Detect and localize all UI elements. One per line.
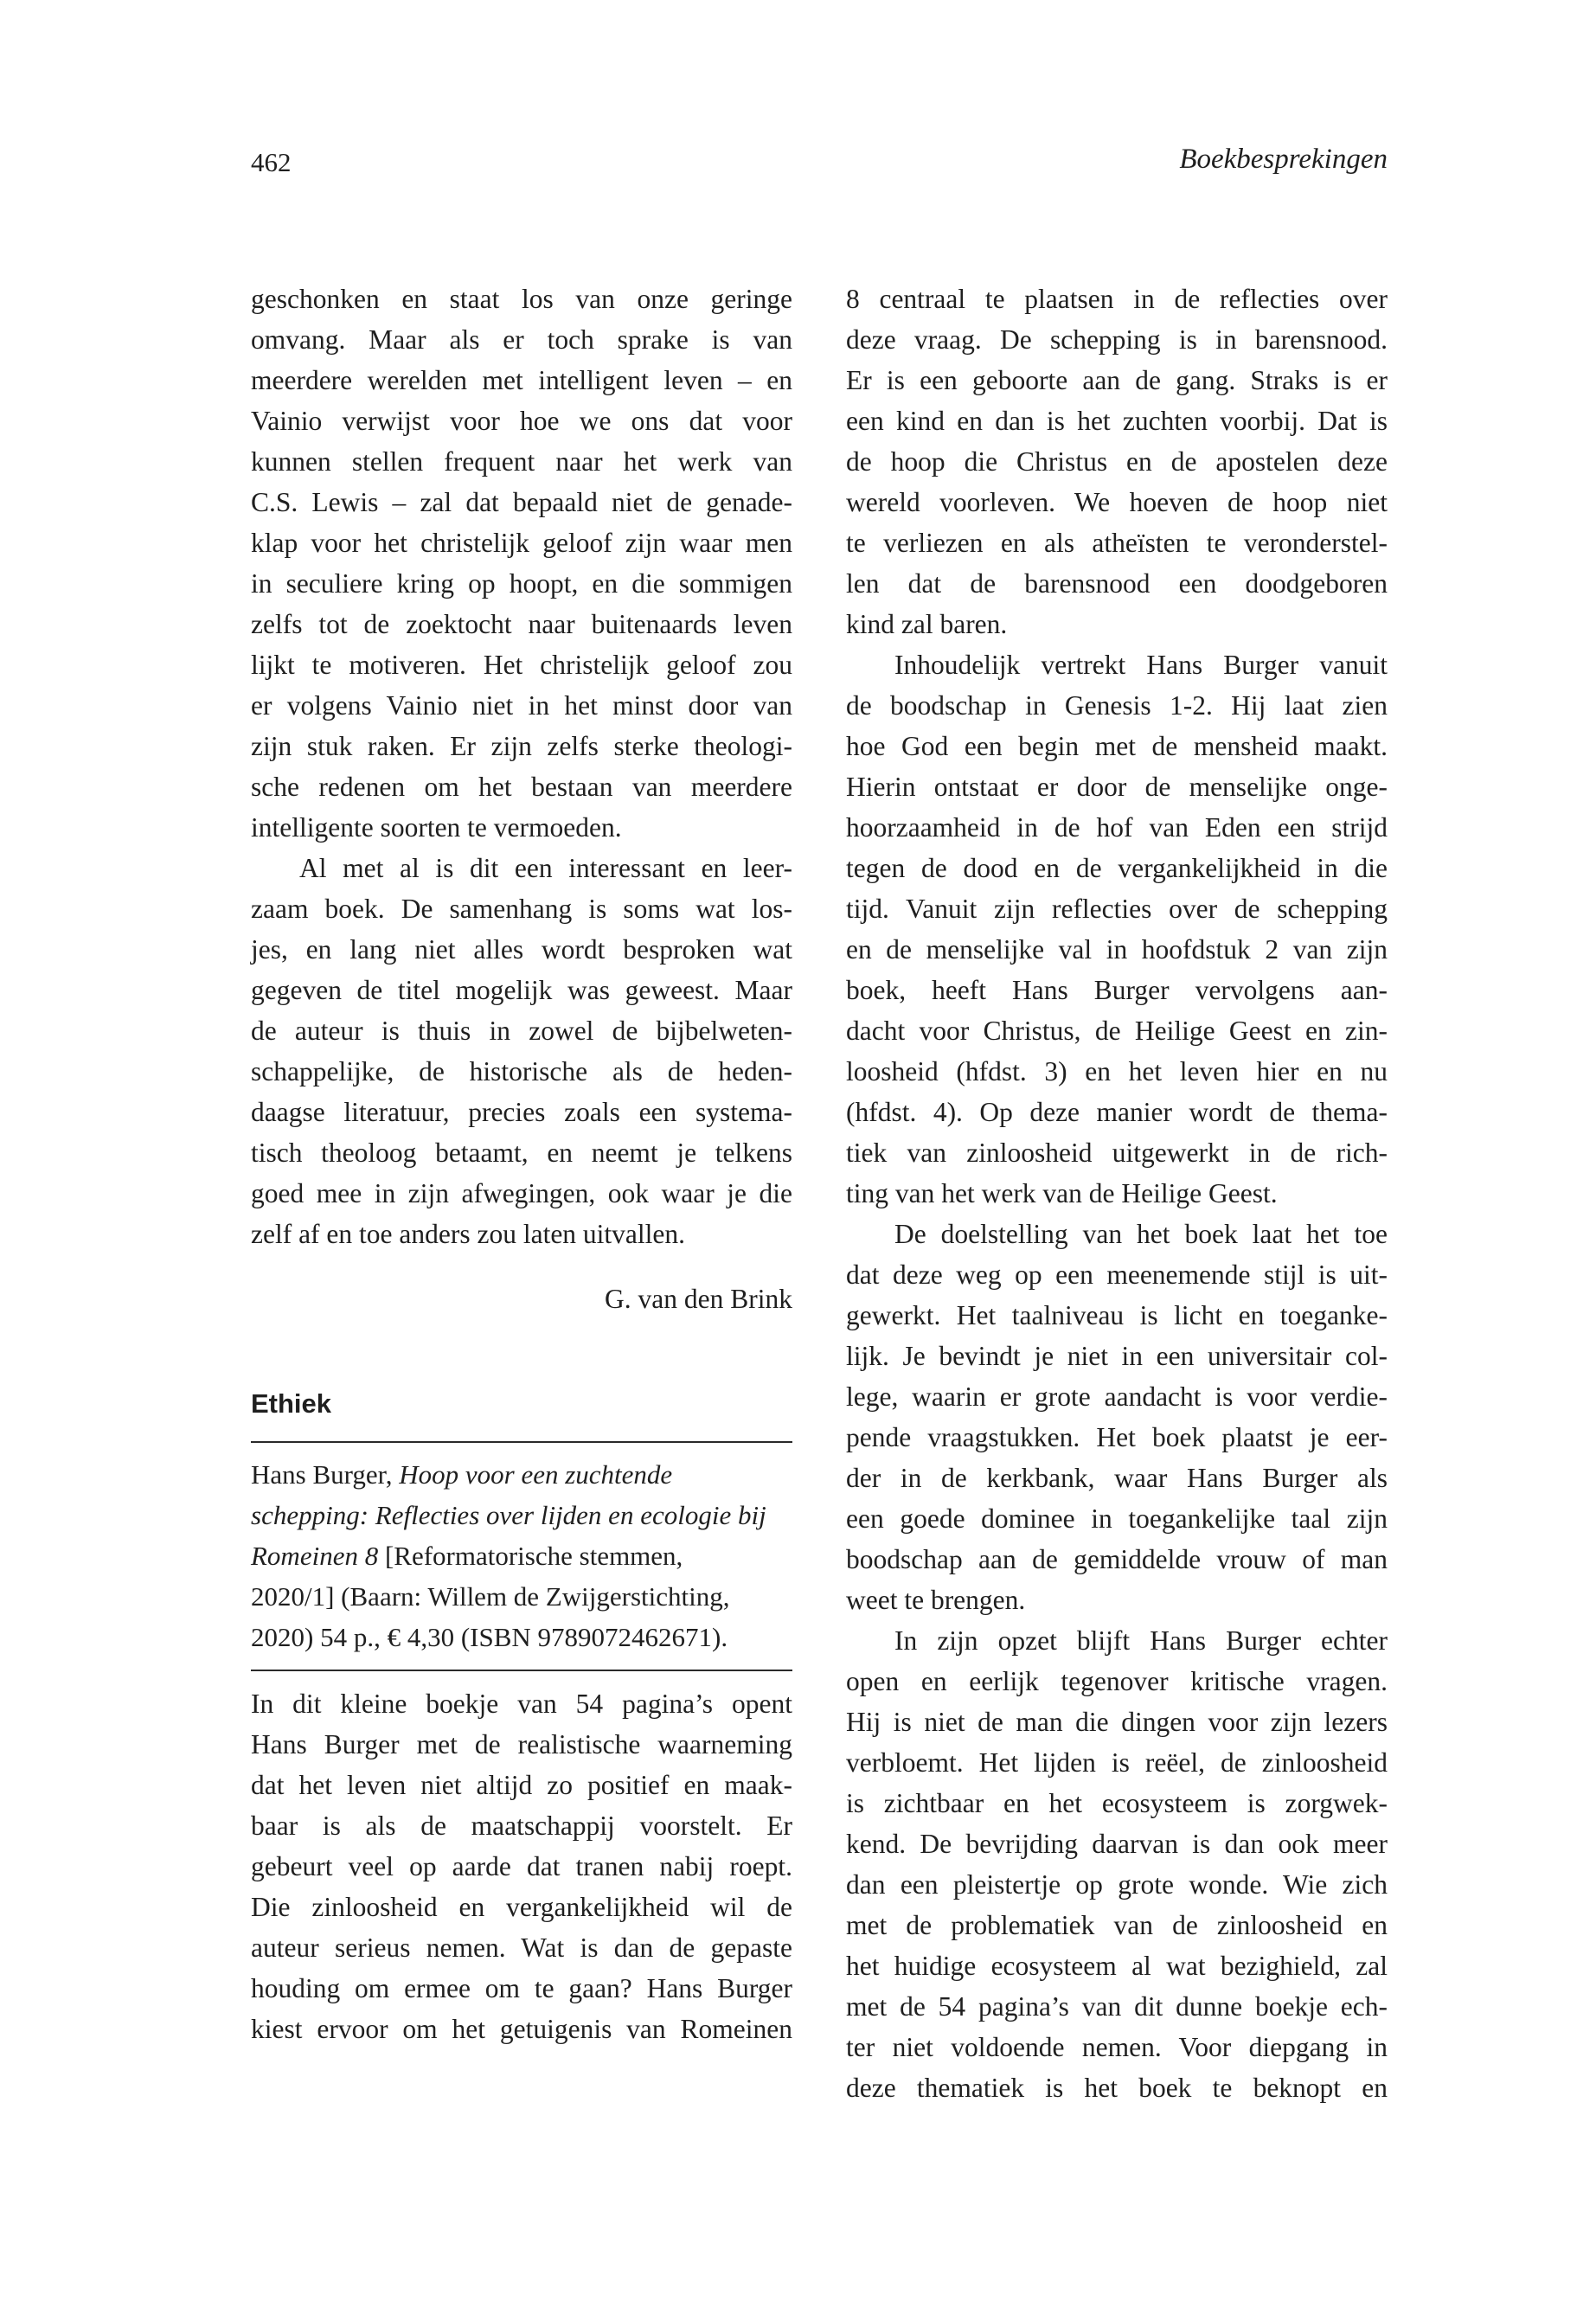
text-line: gebeurt veel op aarde dat tranen nabij roept. xyxy=(251,1851,792,1881)
bib-author: Hans Burger, xyxy=(251,1459,400,1490)
text-line: geschonken en staat los van onze geringe xyxy=(251,284,792,314)
text-line: houding om ermee om te gaan? Hans Burger xyxy=(251,1973,792,2003)
reviewer-signature: G. van den Brink xyxy=(605,1284,792,1314)
text-line: baar is als de maatschappij voorstelt. Er xyxy=(251,1811,792,1841)
text-line: jes, en lang niet alles wordt besproken wat xyxy=(251,934,792,965)
bibliographic-entry xyxy=(251,1454,792,1657)
text-line: In dit kleine boekje van 54 pagina’s opent xyxy=(251,1689,792,1719)
paragraph xyxy=(251,1683,792,2049)
text-line: pende vraagstukken. Het boek plaatst je eer- xyxy=(846,1422,1388,1452)
text-line: lijkt te motiveren. Het christelijk geloof zou xyxy=(251,650,792,680)
text-line: lege, waarin er grote aandacht is voor verdie- xyxy=(846,1381,1388,1412)
text-line: en de menselijke val in hoofdstuk 2 van zijn xyxy=(846,934,1388,965)
paragraph xyxy=(846,1620,1388,2108)
text-line: het huidige ecosysteem al wat bezighield, zal xyxy=(846,1951,1388,1981)
text-line: Er is een geboorte aan de gang. Straks is er xyxy=(846,365,1388,395)
text-line: te verliezen en als atheïsten te veronderstel- xyxy=(846,528,1388,558)
text-line: zelfs tot de zoektocht naar buitenaards leven xyxy=(251,609,792,639)
paragraph xyxy=(251,848,792,1254)
text-line: tisch theoloog betaamt, en neemt je telkens xyxy=(251,1138,792,1168)
bib-line: 2020/1] (Baarn: Willem de Zwijgerstichting, xyxy=(251,1581,730,1612)
text-line: In zijn opzet blijft Hans Burger echter xyxy=(894,1625,1388,1656)
text-line: dat deze weg op een meenemende stijl is uit- xyxy=(846,1259,1388,1290)
text-line: Hans Burger met de realistische waarneming xyxy=(251,1729,792,1759)
text-line: hoe God een begin met de mensheid maakt. xyxy=(846,731,1388,761)
text-line: meerdere werelden met intelligent leven – en xyxy=(251,365,792,395)
text-line: een kind en dan is het zuchten voorbij. Dat is xyxy=(846,406,1388,436)
text-line: is zichtbaar en het ecosysteem is zorgwek- xyxy=(846,1788,1388,1818)
text-line: lijk. Je bevindt je niet in een universitair col- xyxy=(846,1341,1388,1371)
bib-title: Hoop voor een zuchtende xyxy=(399,1459,673,1490)
right-column xyxy=(846,279,1388,2108)
bib-line: 2020) 54 p., € 4,30 (ISBN 9789072462671). xyxy=(251,1622,728,1652)
text-line: zelf af en toe anders zou laten uitvallen. xyxy=(251,1219,686,1249)
text-line: ting van het werk van de Heilige Geest. xyxy=(846,1178,1278,1208)
text-line: wereld voorleven. We hoeven de hoop niet xyxy=(846,487,1388,517)
text-line: kiest ervoor om het getuigenis van Romeinen xyxy=(251,2014,792,2044)
bib-line xyxy=(251,1535,792,1576)
text-line: zijn stuk raken. Er zijn zelfs sterke theologi- xyxy=(251,731,792,761)
bib-title: Romeinen 8 xyxy=(251,1541,379,1571)
running-head: Boekbesprekingen xyxy=(1179,144,1388,175)
text-line: der in de kerkbank, waar Hans Burger als xyxy=(846,1463,1388,1493)
text-line: goed mee in zijn afwegingen, ook waar je die xyxy=(251,1178,792,1208)
text-line: boodschap aan de gemiddelde vrouw of man xyxy=(846,1544,1388,1574)
paragraph xyxy=(846,279,1388,644)
text-line: Die zinloosheid en vergankelijkheid wil de xyxy=(251,1892,792,1922)
paragraph xyxy=(251,279,792,848)
text-line: Al met al is dit een interessant en leer- xyxy=(299,853,792,883)
text-line: De doelstelling van het boek laat het toe xyxy=(894,1219,1388,1249)
text-line: een goede dominee in toegankelijke taal zijn xyxy=(846,1503,1388,1534)
bib-series: [Reformatorische stemmen, xyxy=(378,1541,683,1571)
text-line: dat het leven niet altijd zo positief en maak- xyxy=(251,1770,792,1800)
text-line: klap voor het christelijk geloof zijn waar men xyxy=(251,528,792,558)
text-line: met de 54 pagina’s van dit dunne boekje ech- xyxy=(846,1991,1388,2022)
text-line: sche redenen om het bestaan van meerdere xyxy=(251,772,792,802)
text-line: C.S. Lewis – zal dat bepaald niet de genade- xyxy=(251,487,792,517)
paragraph xyxy=(846,644,1388,1214)
left-column xyxy=(251,279,792,2049)
text-line: dacht voor Christus, de Heilige Geest en zin- xyxy=(846,1016,1388,1046)
bib-line xyxy=(251,1454,792,1495)
rule-divider xyxy=(251,1441,792,1443)
text-line: boek, heeft Hans Burger vervolgens aan- xyxy=(846,975,1388,1005)
text-line: dan een pleistertje op grote wonde. Wie zich xyxy=(846,1869,1388,1900)
text-line: Inhoudelijk vertrekt Hans Burger vanuit xyxy=(894,650,1388,680)
text-line: ter niet voldoende nemen. Voor diepgang in xyxy=(846,2032,1388,2062)
text-line: verbloemt. Het lijden is reëel, de zinloosheid xyxy=(846,1747,1388,1778)
text-line: met de problematiek van de zinloosheid en xyxy=(846,1910,1388,1940)
text-line: in seculiere kring op hoopt, en die sommigen xyxy=(251,568,792,599)
text-line: schappelijke, de historische als de heden- xyxy=(251,1056,792,1086)
text-line: Vainio verwijst voor hoe we ons dat voor xyxy=(251,406,792,436)
text-line: 8 centraal te plaatsen in de reflecties over xyxy=(846,284,1388,314)
text-line: open en eerlijk tegenover kritische vragen. xyxy=(846,1666,1388,1696)
text-line: gegeven de titel mogelijk was geweest. Maar xyxy=(251,975,792,1005)
text-line: gewerkt. Het taalniveau is licht en toeganke- xyxy=(846,1300,1388,1330)
text-line: kunnen stellen frequent naar het werk van xyxy=(251,446,792,477)
text-line: zaam boek. De samenhang is soms wat los- xyxy=(251,894,792,924)
page-number: 462 xyxy=(251,147,292,177)
rule-divider xyxy=(251,1670,792,1671)
text-line: intelligente soorten te vermoeden. xyxy=(251,812,622,843)
text-line: omvang. Maar als er toch sprake is van xyxy=(251,324,792,355)
text-line: tegen de dood en de vergankelijkheid in die xyxy=(846,853,1388,883)
text-line: tijd. Vanuit zijn reflecties over de schepping xyxy=(846,894,1388,924)
text-line: kend. De bevrijding daarvan is dan ook meer xyxy=(846,1829,1388,1859)
text-line: daagse literatuur, precies zoals een systema- xyxy=(251,1097,792,1127)
text-line: loosheid (hfdst. 3) en het leven hier en nu xyxy=(846,1056,1388,1086)
text-line: hoorzaamheid in de hof van Eden een strijd xyxy=(846,812,1388,843)
text-line: Hij is niet de man die dingen voor zijn lezers xyxy=(846,1707,1388,1737)
text-line: (hfdst. 4). Op deze manier wordt de thema- xyxy=(846,1097,1388,1127)
section-heading: Ethiek xyxy=(251,1388,332,1419)
text-line: weet te brengen. xyxy=(846,1585,1026,1615)
paragraph xyxy=(846,1214,1388,1620)
text-line: de boodschap in Genesis 1-2. Hij laat zien xyxy=(846,690,1388,721)
text-line: auteur serieus nemen. Wat is dan de gepaste xyxy=(251,1932,792,1963)
text-line: de auteur is thuis in zowel de bijbelweten- xyxy=(251,1016,792,1046)
text-line: kind zal baren. xyxy=(846,609,1008,639)
text-line: Hierin ontstaat er door de menselijke onge- xyxy=(846,772,1388,802)
text-line: er volgens Vainio niet in het minst door van xyxy=(251,690,792,721)
text-line: len dat de barensnood een doodgeboren xyxy=(846,568,1388,599)
text-line: tiek van zinloosheid uitgewerkt in de rich- xyxy=(846,1138,1388,1168)
text-line: deze vraag. De schepping is in barensnood. xyxy=(846,324,1388,355)
text-line: de hoop die Christus en de apostelen deze xyxy=(846,446,1388,477)
bib-title: schepping: Reflecties over lijden en ecologie bij xyxy=(251,1500,766,1530)
text-line: deze thematiek is het boek te beknopt en xyxy=(846,2073,1388,2103)
